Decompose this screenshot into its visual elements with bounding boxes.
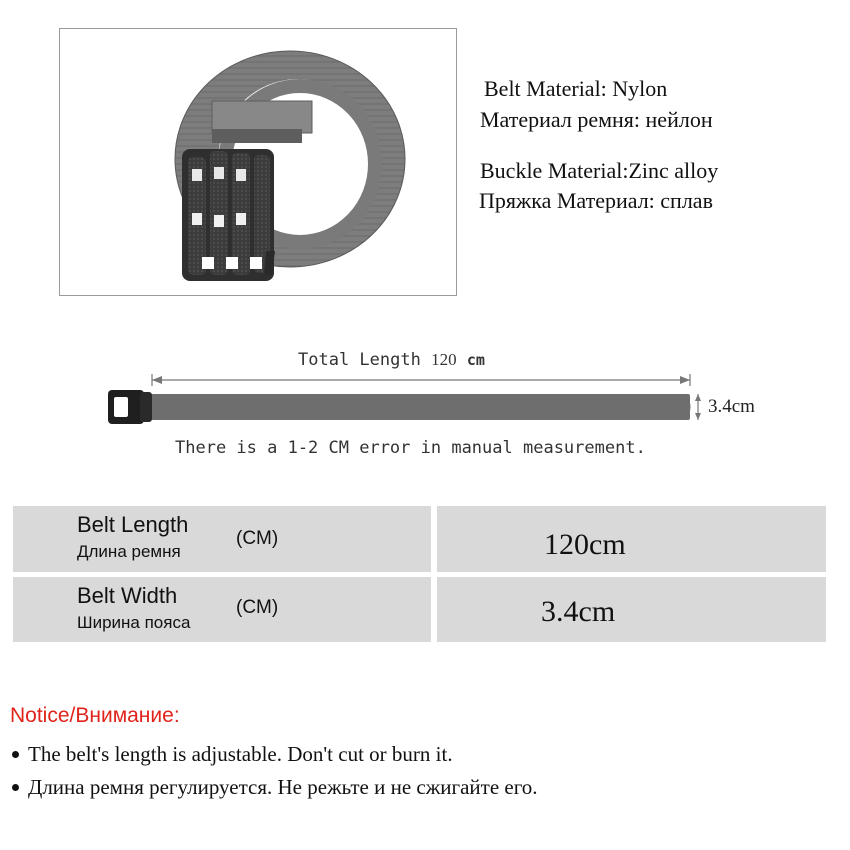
width-arrow [695,394,701,420]
belt-width-label-ru: Ширина пояса [77,613,191,632]
size-table-row-1-value-cell [437,506,826,572]
belt-buckle [108,390,152,424]
product-photo-frame [59,28,457,296]
buckle-material-en: Buckle Material:Zinc alloy [480,158,719,183]
belt-strap [138,394,690,420]
notice-item [12,775,538,800]
total-length-text: Total Length [298,350,421,370]
notice-item [12,742,453,767]
belt-length-label-en: Belt Length [77,512,189,537]
buckle-material-ru: Пряжка Материал: сплав [479,188,713,213]
notice-item-text: Длина ремня регулируется. Не режьте и не сжигайте его. [28,775,538,799]
belt-length-unit: (CM) [236,528,279,549]
total-length-value: 120 [431,350,457,369]
measurement-error-note: There is a 1-2 CM error in manual measurement. [175,438,646,458]
size-table-row-2-label-cell [13,577,431,642]
buckle-shape [182,149,275,281]
belt-material-ru: Материал ремня: нейлон [480,107,713,132]
total-length-label [298,350,485,370]
belt-length-value: 120cm [544,528,626,561]
belt-width-unit: (CM) [236,597,279,618]
belt-width-value: 3.4cm [541,595,616,628]
size-table-row-2-value-cell [437,577,826,642]
bullet-icon [12,751,19,758]
belt-length-label-ru: Длина ремня [77,542,181,561]
size-table-row-1-label-cell [13,506,431,572]
belt-material-en: Belt Material: Nylon [484,76,668,101]
belt-buckle-photo [60,29,457,296]
notice-item-text: The belt's length is adjustable. Don't cut or burn it. [28,742,453,766]
total-length-unit: cm [466,351,485,369]
belt-measure-diagram [100,370,710,430]
length-arrow [152,374,690,386]
belt-width-label: 3.4cm [708,396,755,417]
bullet-icon [12,784,19,791]
notice-title: Notice/Внимание: [10,704,180,727]
belt-width-label-en: Belt Width [77,583,178,608]
